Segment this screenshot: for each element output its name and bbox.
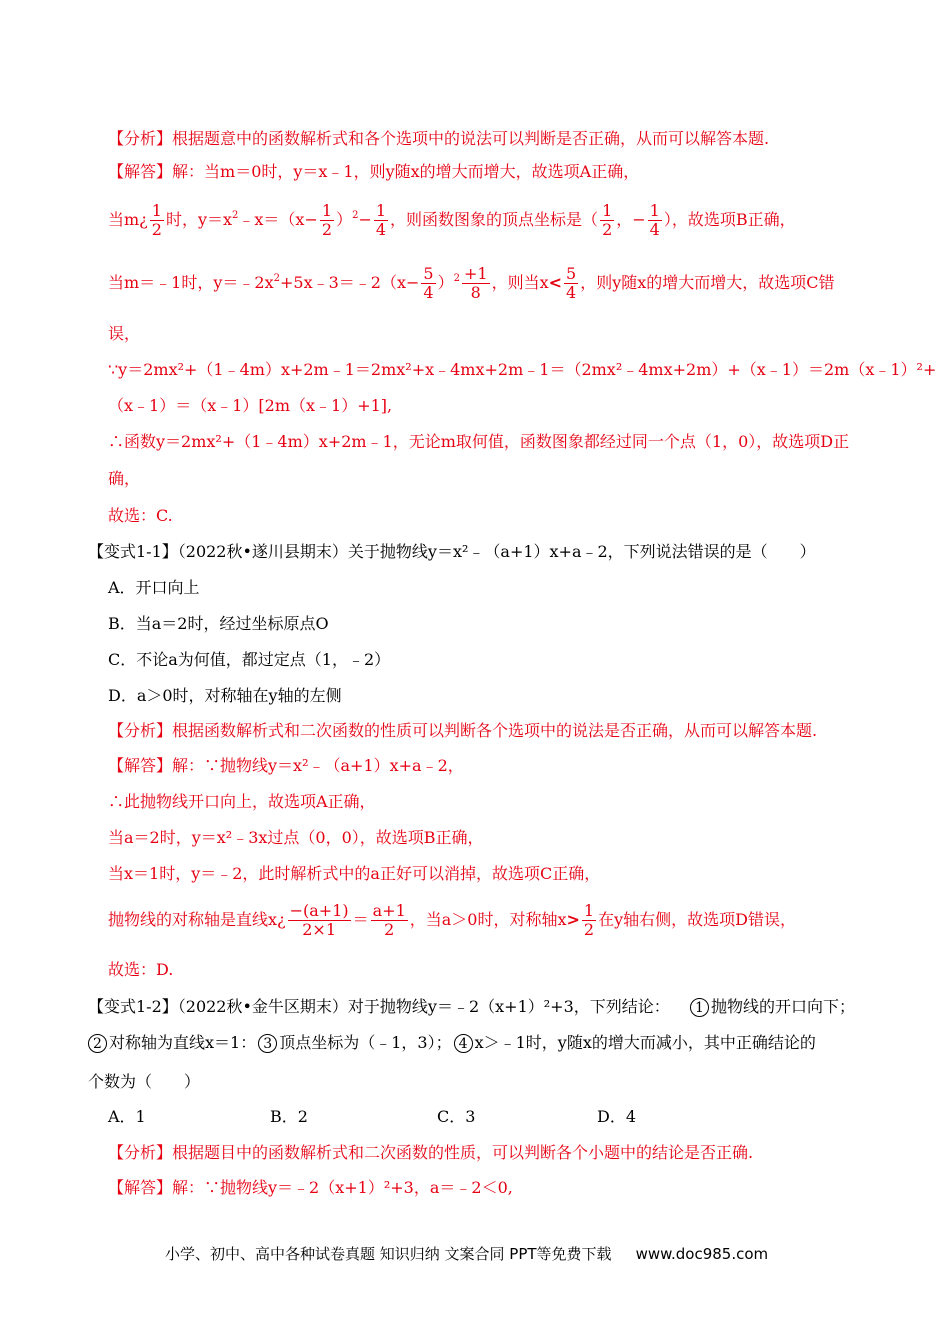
analysis-text: 根据题目中的函数解析式和二次函数的性质，可以判断各个小题中的结论是否正确. — [172, 1143, 754, 1162]
variant-1-1-answer-line1 — [108, 755, 464, 777]
fraction: $\frac{5}{4}$ — [423, 264, 434, 302]
q1-answer-line3: 当m＝﹣1时，$y=﹣2x^2+5x﹣3=﹣2(x-$ $\frac{5}{4}$ ）$^2$ $\frac{+1}{8}$ ，则当x< $\frac{5}{4}$ ，则y随x的增大而增大，故选项C错 — [108, 264, 835, 302]
variant-1-2-option-d: D．4 — [597, 1107, 637, 1126]
analysis-tag: 【分析】 — [108, 129, 173, 148]
variant-1-2-option-a: A．1 — [108, 1107, 146, 1126]
circled-number-3: 3 — [258, 1034, 277, 1053]
q1-answer-line4: 误， — [108, 324, 141, 343]
fraction: $\frac{1}{4}$ — [375, 201, 387, 239]
variant-1-2-title-end: 个数为（ ） — [88, 1072, 201, 1091]
variant-1-2-option-c: C．3 — [437, 1107, 476, 1126]
variant-1-1-option-d: D．a＞0时，对称轴在y轴的左侧 — [108, 686, 342, 705]
analysis-text: 根据函数解析式和二次函数的性质可以判断各个选项中的说法是否正确，从而可以解答本题. — [172, 721, 818, 740]
circled-number-4: 4 — [454, 1034, 473, 1053]
answer-tag: 【解答】 — [108, 162, 173, 181]
q1-answer-line8: 确， — [108, 469, 141, 488]
footer-url[interactable]: www.doc985.com — [635, 1245, 769, 1263]
answer-text: 解：∵抛物线y＝x²﹣（a+1）x+a﹣2， — [172, 756, 464, 775]
q1-answer-line1 — [108, 161, 639, 183]
analysis-tag: 【分析】 — [108, 721, 173, 740]
q1-choice: 故选：C. — [108, 506, 173, 525]
variant-1-1-option-b: B．当a＝2时，经过坐标原点O — [108, 614, 329, 633]
variant-1-1-option-c: C．不论a为何值，都过定点（1，﹣2） — [108, 650, 391, 669]
variant-1-2-option-b: B．2 — [270, 1107, 308, 1126]
fraction: $\frac{1}{4}$ — [649, 201, 660, 239]
answer-tag: 【解答】 — [108, 756, 173, 775]
variant-1-2-item-1: 1 抛物线的开口向下； — [688, 996, 855, 1018]
variant-1-1-answer-line4: 当x＝1时，y＝﹣2，此时解析式中的a正好可以消掉，故选项C正确， — [108, 864, 601, 883]
q1-answer-line7: ∴函数y＝2mx²+（1﹣4m）x+2m﹣1，无论m取何值，函数图象都经过同一个点（1，0），故选项D正 — [108, 432, 850, 451]
analysis-tag: 【分析】 — [108, 1143, 173, 1162]
fraction: $\frac{1}{2}$ — [151, 201, 162, 239]
fraction: $\frac{1}{2}$ — [583, 901, 595, 939]
variant-1-2-answer-line1 — [108, 1177, 513, 1199]
variant-1-1-answer-line5: 抛物线的对称轴是直线x¿ $\frac{-(a+1)}{2\times 1}$ ＝ $\frac{a+1}{2}$ ，当a＞0时，对称轴x> $\frac{1}{2}$ 在y轴右侧，故选项D错误， — [108, 901, 796, 939]
fraction: $\frac{1}{2}$ — [321, 201, 333, 239]
q1-analysis — [108, 128, 769, 150]
answer-text: 解：当m＝0时，y＝x﹣1，则y随x的增大而增大，故选项A正确， — [172, 162, 640, 181]
variant-1-2-analysis — [108, 1142, 753, 1164]
q1-answer-line6: （x﹣1）＝（x﹣1）[2m（x﹣1）+1], — [108, 396, 393, 415]
fraction: $\frac{+1}{8}$ — [463, 264, 488, 302]
variant-1-2-items-line2: 2 对称轴为直线x＝1： 3 顶点坐标为（﹣1，3）； 4 x＞﹣1时，y随x的增大而减小，其中正确结论的 — [86, 1032, 816, 1054]
footer-text: 小学、初中、高中各种试卷真题 知识归纳 文案合同 PPT等免费下载 — [165, 1245, 612, 1263]
fraction: $\frac{1}{2}$ — [602, 201, 613, 239]
variant-1-1-choice: 故选：D. — [108, 960, 174, 979]
fraction: $\frac{a+1}{2}$ — [372, 901, 406, 939]
variant-1-2-title: 【变式1-2】（2022秋•金牛区期末）对于抛物线y＝﹣2（x+1）²+3，下列结论： — [88, 997, 670, 1016]
fraction: $\frac{5}{4}$ — [566, 264, 577, 302]
analysis-text: 根据题意中的函数解析式和各个选项中的说法可以判断是否正确，从而可以解答本题. — [172, 129, 770, 148]
fraction: $\frac{-(a+1)}{2\times 1}$ — [289, 901, 349, 939]
page-footer — [165, 1243, 768, 1264]
circled-number-1: 1 — [690, 998, 709, 1017]
variant-1-1-option-a: A．开口向上 — [108, 578, 200, 597]
answer-text: 解：∵抛物线y＝﹣2（x+1）²+3，a＝﹣2＜0, — [172, 1178, 513, 1197]
variant-1-1-answer-line2: ∴此抛物线开口向上，故选项A正确， — [108, 792, 376, 811]
variant-1-1-title: 【变式1-1】（2022秋•遂川县期末）关于抛物线y＝x²﹣（a+1）x+a﹣2，下列说法错误的是（ ） — [88, 542, 816, 561]
answer-tag: 【解答】 — [108, 1178, 173, 1197]
q1-answer-line2: 当m¿ $\frac{1}{2}$ 时，$y=x^2﹣x=(x-$ $\frac{1}{2}$ ）$^2$− $\frac{1}{4}$ ，则函数图象的顶点坐标是（ $\frac{1}{2}$ ，− $\frac{1}{4}$ ），故选项B正确， — [108, 201, 796, 239]
variant-1-1-answer-line3: 当a＝2时，y＝x²﹣3x过点（0，0），故选项B正确， — [108, 828, 484, 847]
circled-number-2: 2 — [88, 1034, 107, 1053]
q1-answer-line5: ∵y＝2mx²+（1﹣4m）x+2m﹣1＝2mx²+x﹣4mx+2m﹣1＝（2mx²﹣4mx+2m）+（x﹣1）＝2m（x﹣1）²+ — [108, 360, 937, 379]
variant-1-1-analysis — [108, 720, 817, 742]
